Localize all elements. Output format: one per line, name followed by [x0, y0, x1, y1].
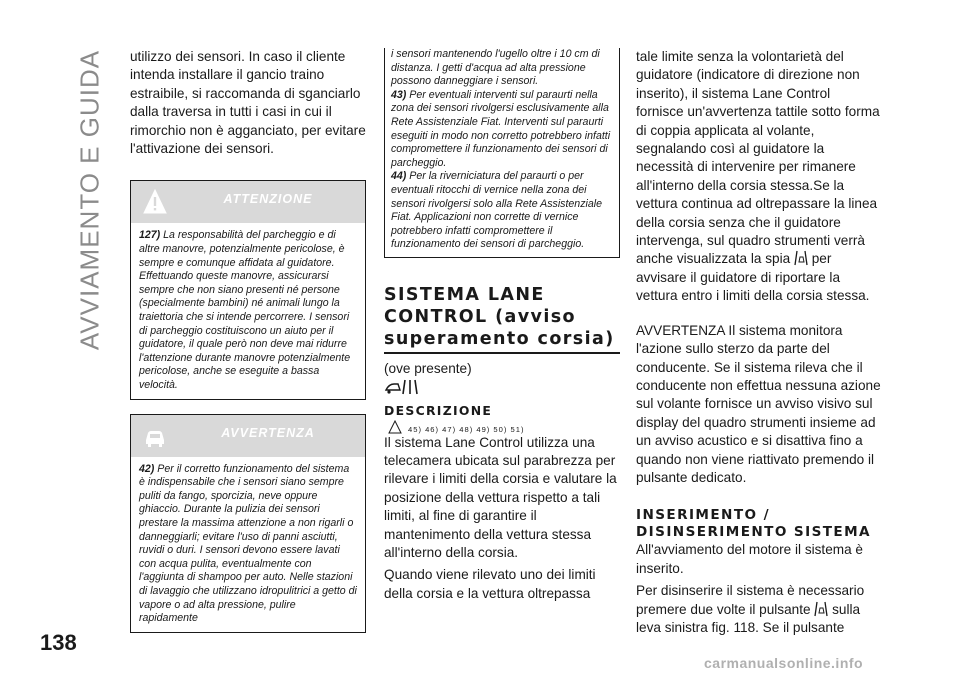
warning-continuation-box	[384, 48, 620, 258]
note-number: 42)	[139, 462, 155, 475]
warning-header	[131, 415, 365, 457]
description-paragraph-1: Il sistema Lane Control utilizza una telecamera ubicata sul parabrezza per rilevare i limiti della corsia e valutare la posizione della vettura rispetto a tali limiti, al fine di garantire il mantenimento della vettura stessa all'interno della corsia.	[384, 434, 617, 560]
side-title-text: AVVIAMENTO E GUIDA	[74, 49, 105, 351]
references-text: 45) 46) 47) 48) 49) 50) 51)	[408, 424, 525, 434]
attention-box	[130, 180, 366, 399]
warning-triangle-icon	[143, 189, 167, 215]
warning-triangle-icon	[388, 420, 402, 434]
page-number: 138	[40, 630, 77, 655]
section-title-activation: INSERIMENTO / DISINSERIMENTO SISTEMA	[636, 507, 871, 541]
attention-title: ATTENZIONE	[223, 192, 313, 207]
warning-box	[130, 414, 366, 633]
paragraph-part-b: per avvisare il guidatore di riportare la vettura entro i limiti della corsia stessa.	[636, 251, 870, 304]
section-divider	[384, 352, 620, 354]
note-number: 127)	[139, 229, 161, 242]
paragraph-part-b: sulla leva sinistra fig. 118. Se il pulsante	[636, 601, 861, 635]
car-warning-icon	[143, 423, 167, 449]
lane-departure-warning-icon	[794, 250, 808, 266]
attention-body	[131, 223, 365, 398]
lane-control-paragraph-1	[636, 48, 881, 306]
paragraph-part-a: Per disinserire il sistema è necessario premere due volte il pulsante	[636, 583, 865, 617]
note-text: Per eventuali interventi sul paraurti nella zona dei sensori rivolgersi esclusivamente alla Rete Assistenziale Fiat. Interventi sul paraurti eseguiti in modo non corretto potrebbero infatti compromettere il funzionamento dei sensori di parcheggio.	[391, 88, 611, 169]
note-number: 43)	[391, 88, 407, 101]
column-1	[130, 48, 366, 633]
column-2	[384, 48, 620, 607]
section-title-lane-control: SISTEMA LANE CONTROL (avviso superamento corsia)	[384, 284, 615, 349]
column-3	[636, 48, 881, 641]
intro-paragraph: utilizzo dei sensori. In caso il cliente intenda installare il gancio traino estraibile, si raccomanda di sganciarlo dalla traversa in tutti i casi in cui il rimorchio non è agganciato, per evitare l'attivazione dei sensori.	[130, 49, 366, 157]
note-text: Per il corretto funzionamento del sistema è indispensabile che i sensori siano sempre puliti da fango, sporcizia, neve oppure ghiaccio. Durante la pulizia dei sensori prestare la massima attenzione a non rigarli o danneggiarli; evitare l'uso di panni asciutti, ruvidi o duri. I sensori devono essere lavati con acqua pulita, eventualmente con l'aggiunta di shampoo per auto. Nelle stazioni di lavaggio che utilizzano idropulitrici a getto di vapore o ad alta pressione, pulire rapidamente	[139, 462, 357, 625]
description-paragraph-2: Quando viene rilevato uno dei limiti della corsia e la vettura oltrepassa	[384, 567, 596, 601]
lane-control-icon	[384, 378, 418, 396]
watermark-logo: carmanualsonline.info	[704, 655, 864, 671]
description-heading: DESCRIZIONE	[384, 402, 493, 418]
note-number: 44)	[391, 170, 407, 183]
attention-header	[131, 181, 365, 223]
warning-title: AVVERTENZA	[221, 425, 315, 440]
optional-note: (ove presente)	[384, 360, 472, 376]
lane-control-paragraph-2: AVVERTENZA Il sistema monitora l'azione sullo sterzo da parte del conducente. Se il sistema rileva che il conducente non effettua nessuna azione sul volante fornisce un avviso visivo sul display del quadro strumenti insieme ad un avviso acustico e si disattiva fino a quando non viene riattivato premendo il pulsante dedicato.	[636, 322, 881, 485]
warning-body	[131, 457, 365, 632]
note-text: La responsabilità del parcheggio e di altre manovre, potenzialmente pericolose, è sempre e comunque affidata al guidatore. Effettuando queste manovre, assicurarsi sempre che non siano presenti né persone (specialmente bambini) né animali lungo la traiettoria che si intende percorrere. I sensori di parcheggio costituiscono un aiuto per il guidatore, il quale però non deve mai ridurre l'attenzione durante manovre potenzialmente pericolose, anche se eseguite a bassa velocità.	[139, 229, 351, 391]
continued-text: i sensori mantenendo l'ugello oltre i 10 cm di distanza. I getti d'acqua ad alta pressione possono danneggiare i sensori.	[391, 48, 600, 88]
lane-control-button-icon	[814, 601, 828, 617]
side-title	[72, 50, 108, 350]
activation-paragraph-1: All'avviamento del motore il sistema è inserito.	[636, 542, 863, 576]
note-text: Per la riverniciatura del paraurti o per eventuali ritocchi di vernice nella zona dei sensori rivolgersi solo alla Rete Assistenziale Fiat. Applicazioni non corrette di vernice potrebbero infatti compromettere il funzionamento dei sensori di parcheggio.	[391, 170, 602, 251]
activation-paragraph-2	[636, 582, 881, 637]
note-references	[384, 418, 620, 434]
paragraph-part-a: tale limite senza la volontarietà del guidatore (indicatore di direzione non inserito), il sistema Lane Control fornisce un'avvertenza tattile sotto forma di coppia applicata al volante, segnalando così al guidatore la necessità di intervenire per rimanere all'interno della corsia stessa.Se la vettura continua ad oltrepassare la linea della corsia senza che il guidatore intervenga, sul quadro strumenti verrà anche visualizzata la spia	[636, 49, 880, 267]
